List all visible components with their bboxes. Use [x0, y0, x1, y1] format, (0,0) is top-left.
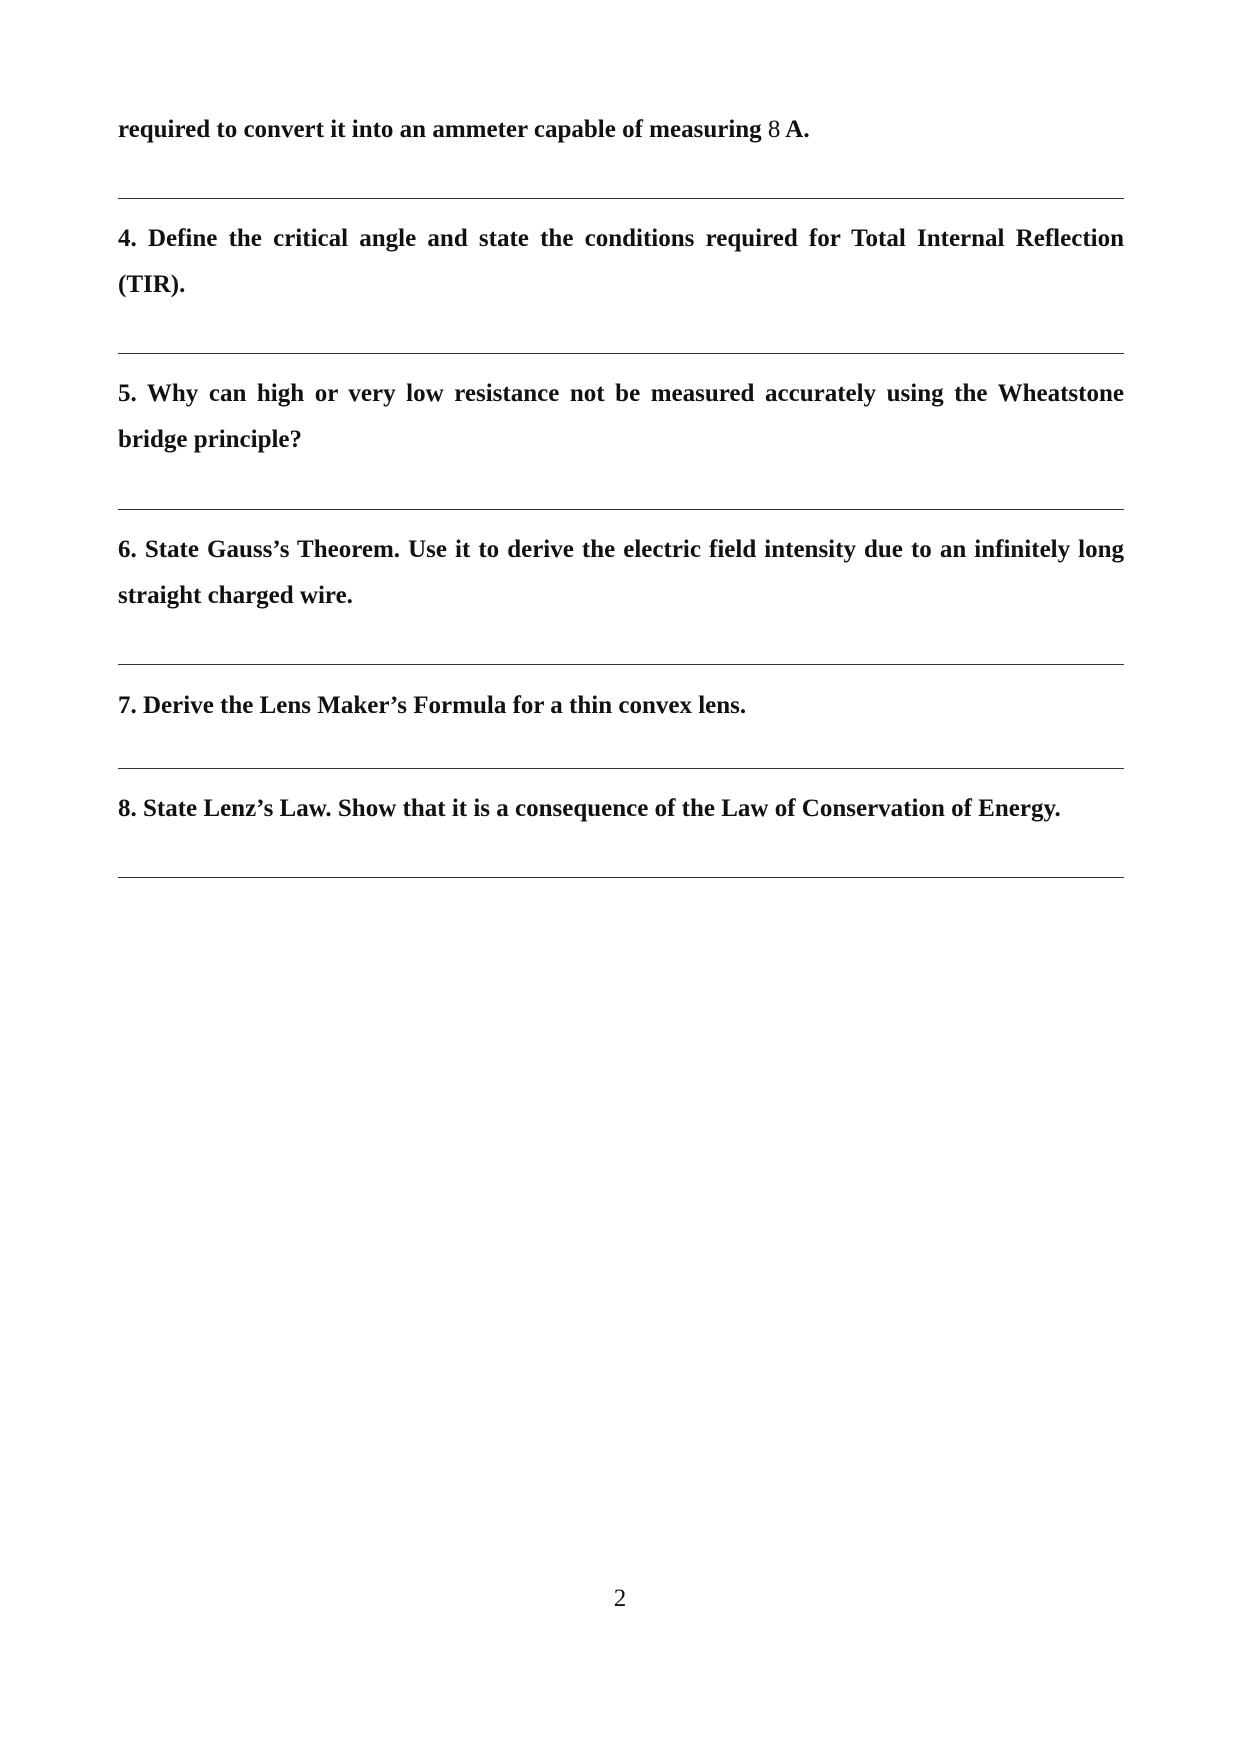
answer-divider: [118, 664, 1124, 665]
answer-divider: [118, 768, 1124, 769]
question-number: 8.: [118, 795, 137, 822]
question-text: Derive the Lens Maker’s Formula for a thin convex lens.: [143, 692, 747, 719]
answer-divider: [118, 353, 1124, 354]
question-text: State Gauss’s Theorem. Use it to derive the electric field intensity due to an infinitely long straight charged wire.: [118, 536, 1125, 609]
answer-divider: [118, 509, 1124, 510]
question-number: 4.: [118, 225, 137, 252]
question-text: Why can high or very low resistance not be measured accurately using the Wheatstone bridge principle?: [118, 380, 1124, 453]
answer-divider: [118, 877, 1124, 878]
question-5: [118, 371, 1124, 463]
question-4: [118, 216, 1124, 308]
answer-divider: [118, 198, 1124, 199]
measurement-unit: A.: [780, 116, 810, 143]
question-8: [118, 786, 1124, 832]
question-6: [118, 527, 1124, 619]
page-number: 2: [613, 1585, 627, 1612]
question-number: 7.: [118, 692, 137, 719]
question-text: State Lenz’s Law. Show that it is a consequence of the Law of Conservation of Energy.: [143, 795, 1061, 822]
continuation-text: required to convert it into an ammeter capable of measuring: [118, 116, 768, 143]
question-3-continuation: [118, 107, 1124, 153]
question-text: Define the critical angle and state the conditions required for Total Internal Reflection (TIR).: [118, 225, 1124, 298]
question-number: 6.: [118, 536, 137, 563]
question-7: [118, 683, 1124, 729]
measurement-value: 8: [767, 116, 781, 143]
question-number: 5.: [118, 380, 137, 407]
